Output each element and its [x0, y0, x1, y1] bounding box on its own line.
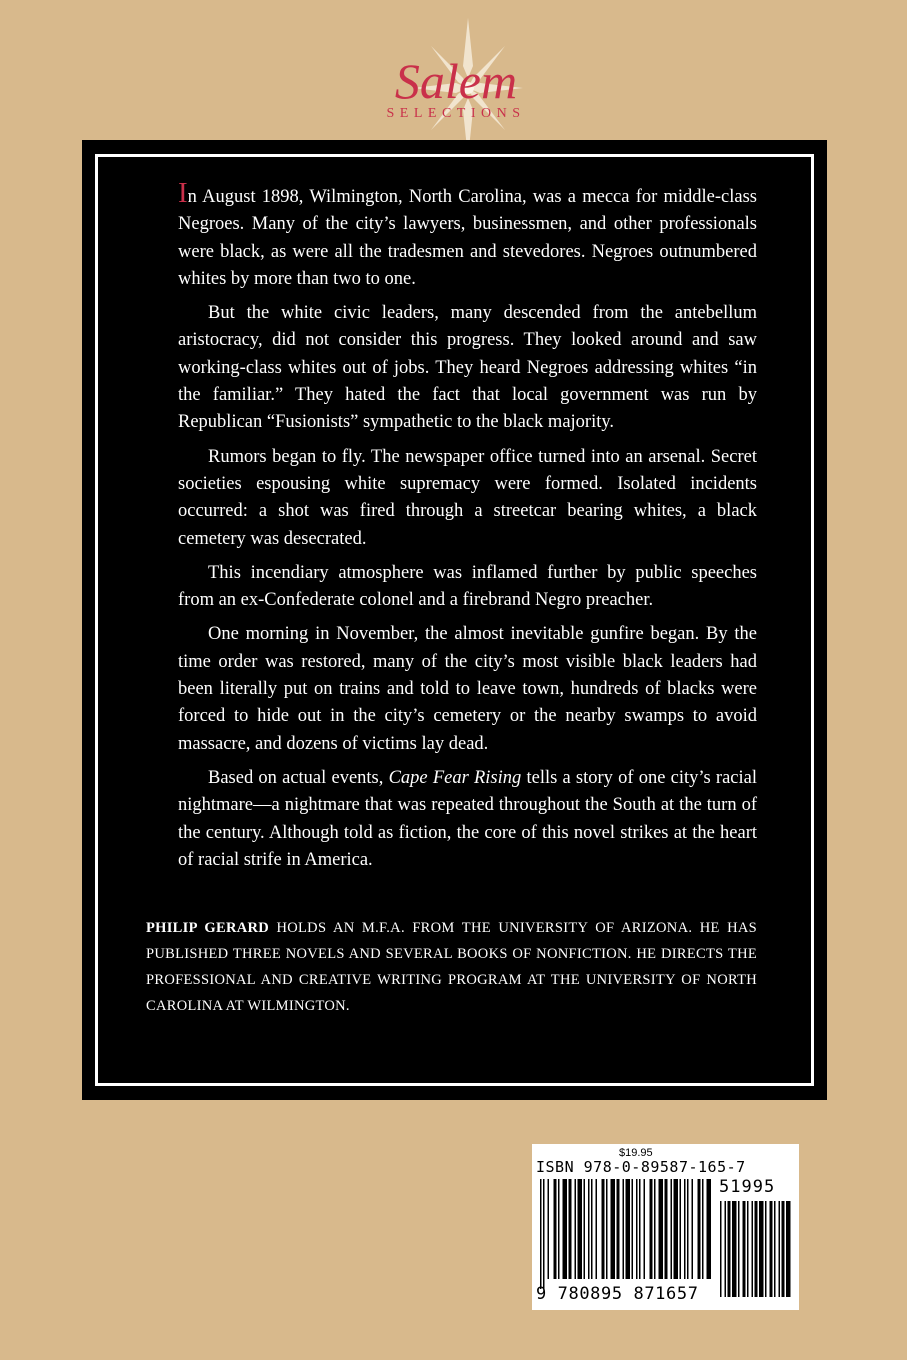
blurb-paragraph-3: Rumors began to fly. The newspaper office turned into an arsenal. Secret societies espousing white supremacy were formed. Isolated incidents occurred: a shot was fired through a streetcar bearing whites, a black cemetery was desecrated. [178, 446, 757, 549]
paragraph-6-lead: Based on actual events, [208, 767, 389, 788]
blurb-paragraph-2: But the white civic leaders, many descended from the antebellum aristocracy, did not consider this progress. They looked around and saw working-class whites out of jobs. They heard Negroes addressing whites “in the familiar.” They hated the fact that local government was run by Republican “Fusionists” sympathetic to the black majority. [178, 303, 757, 433]
drop-cap: I [178, 177, 188, 209]
paragraph-1-text: n August 1898, Wilmington, North Carolina, was a mecca for middle-class Negroes. Many of the city’s lawyers, businessmen, and other professionals were black, as were all the tradesmen and stevedores. Negroes outnumbered whites by more than two to one. [178, 187, 757, 289]
blurb-text [178, 179, 757, 881]
price-label: $19.95 [619, 1147, 653, 1159]
book-title: Cape Fear Rising [388, 767, 522, 788]
author-bio-text: HOLDS AN M.F.A. FROM THE UNIVERSITY OF ARIZONA. HE HAS PUBLISHED THREE NOVELS AND SEVERAL BOOKS OF NONFICTION. HE DIRECTS THE PROFESSIONAL AND CREATIVE WRITING PROGRAM AT THE UNIVERSITY OF NORTH CAROLINA AT WILMINGTON. [146, 920, 757, 1014]
blurb-paragraph-1 [178, 179, 757, 293]
price-code: 51995 [719, 1177, 776, 1197]
logo-subtitle: SELECTIONS [386, 106, 526, 121]
blurb-paragraph-6 [178, 765, 757, 874]
addon-barcode [720, 1201, 792, 1297]
author-bio [146, 915, 757, 1019]
barcode-label [532, 1144, 799, 1310]
author-name: PHILIP GERARD [146, 920, 270, 936]
ean-barcode [540, 1179, 711, 1289]
paragraph-6-rest: tells a story of one city’s racial nightmare—a nightmare that was repeated throughout the South at the turn of the century. Although told as fiction, the core of this novel strikes at the heart of racial strife in America. [178, 767, 758, 870]
blurb-panel [82, 140, 827, 1100]
publisher-logo [0, 18, 907, 158]
logo-wordmark: Salem [394, 53, 518, 109]
blurb-paragraph-4: This incendiary atmosphere was inflamed further by public speeches from an ex-Confederate colonel and a firebrand Negro preacher. [178, 562, 757, 611]
blurb-paragraph-5: One morning in November, the almost inevitable gunfire began. By the time order was restored, many of the city’s most visible black leaders had been literally put on trains and told to leave town, hundreds of blacks were forced to hide out in the city’s cemetery or the nearby swamps to avoid massacre, and dozens of victims lay dead. [178, 624, 757, 754]
isbn-label: ISBN 978-0-89587-165-7 [536, 1158, 746, 1176]
ean-digits: 9 780895 871657 [536, 1284, 699, 1304]
